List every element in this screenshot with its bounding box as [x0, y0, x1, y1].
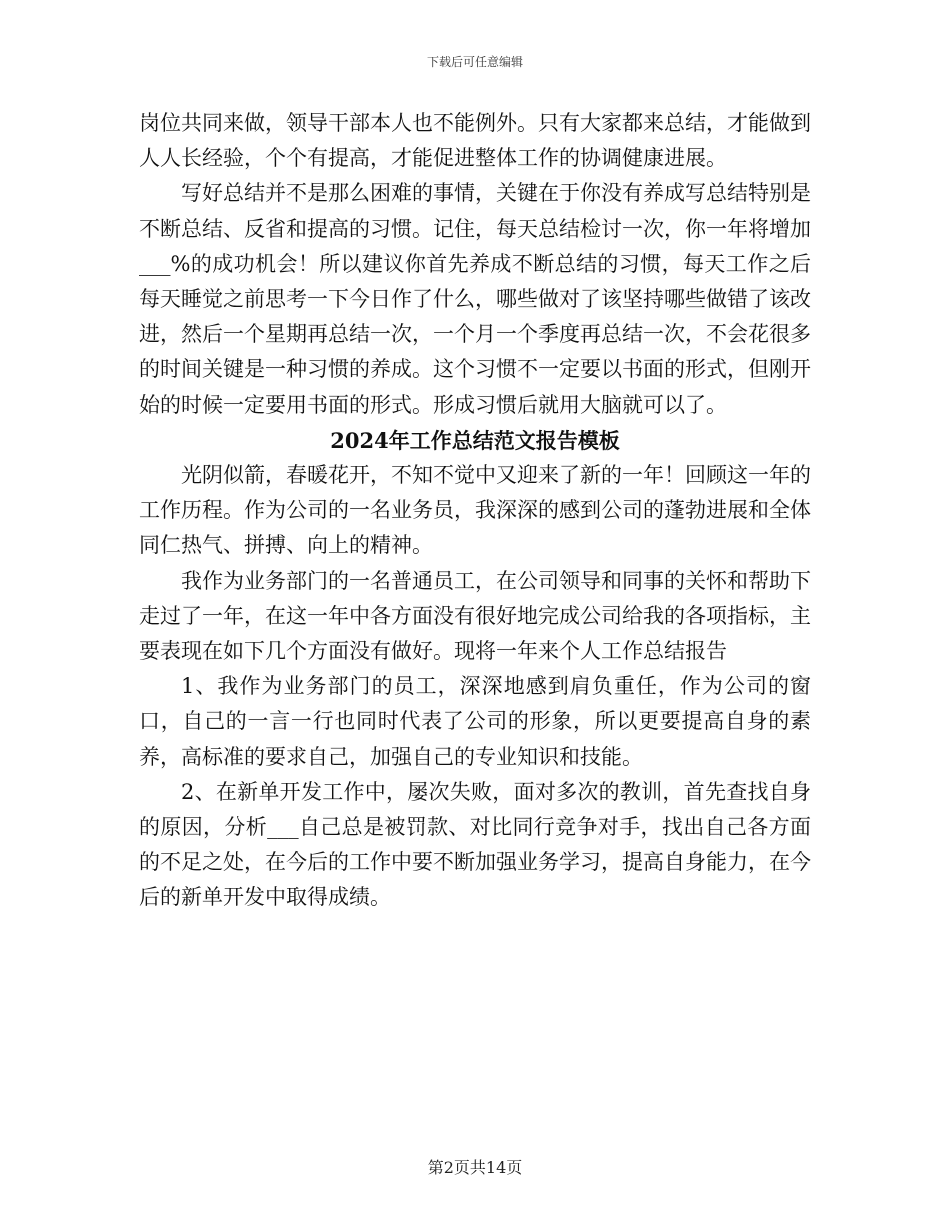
paragraph-6: 2、在新单开发工作中，屡次失败，面对多次的教训，首先查找自身的原因，分析___自己总是被罚款、对比同行竞争对手，找出自己各方面的不足之处，在今后的工作中要不断加强业务学习，提高自身能力，在今后的新单开发中取得成绩。 — [139, 779, 811, 910]
paragraph-5: 1、我作为业务部门的员工，深深地感到肩负重任，作为公司的窗口，自己的一言一行也同时代表了公司的形象，所以更要提高自身的素养，高标准的要求自己，加强自己的专业知识和技能。 — [139, 674, 811, 769]
paragraph-4: 我作为业务部门的一名普通员工，在公司领导和同事的关怀和帮助下走过了一年，在这一年中各方面没有很好地完成公司给我的各项指标，主要表现在如下几个方面没有做好。现将一年来个人工作总结报告 — [139, 568, 811, 664]
page-header-note: 下载后可任意编辑 — [426, 55, 523, 69]
document-body — [139, 106, 811, 916]
page-number: 第2页共14页 — [427, 1158, 523, 1177]
paragraph-1: 岗位共同来做，领导干部本人也不能例外。只有大家都来总结，才能做到人人长经验，个个有提高，才能促进整体工作的协调健康进展。 — [139, 111, 811, 171]
paragraph-3: 光阴似箭，春暖花开，不知不觉中又迎来了新的一年！回顾这一年的工作历程。作为公司的一名业务员，我深深的感到公司的蓬勃进展和全体同仁热气、拼搏、向上的精神。 — [139, 463, 811, 558]
paragraph-2: 写好总结并不是那么困难的事情，关键在于你没有养成写总结特别是不断总结、反省和提高的习惯。记住，每天总结检讨一次，你一年将增加___%的成功机会！所以建议你首先养成不断总结的习惯，每天工作之后每天睡觉之前思考一下今日作了什么，哪些做对了该坚持哪些做错了该改进，然后一个星期再总结一次，一个月一个季度再总结一次，不会花很多的时间关键是一种习惯的养成。这个习惯不一定要以书面的形式，但刚开始的时候一定要用书面的形式。形成习惯后就用大脑就可以了。 — [139, 181, 811, 417]
section-title: 2024年工作总结范文报告模板 — [330, 427, 620, 453]
